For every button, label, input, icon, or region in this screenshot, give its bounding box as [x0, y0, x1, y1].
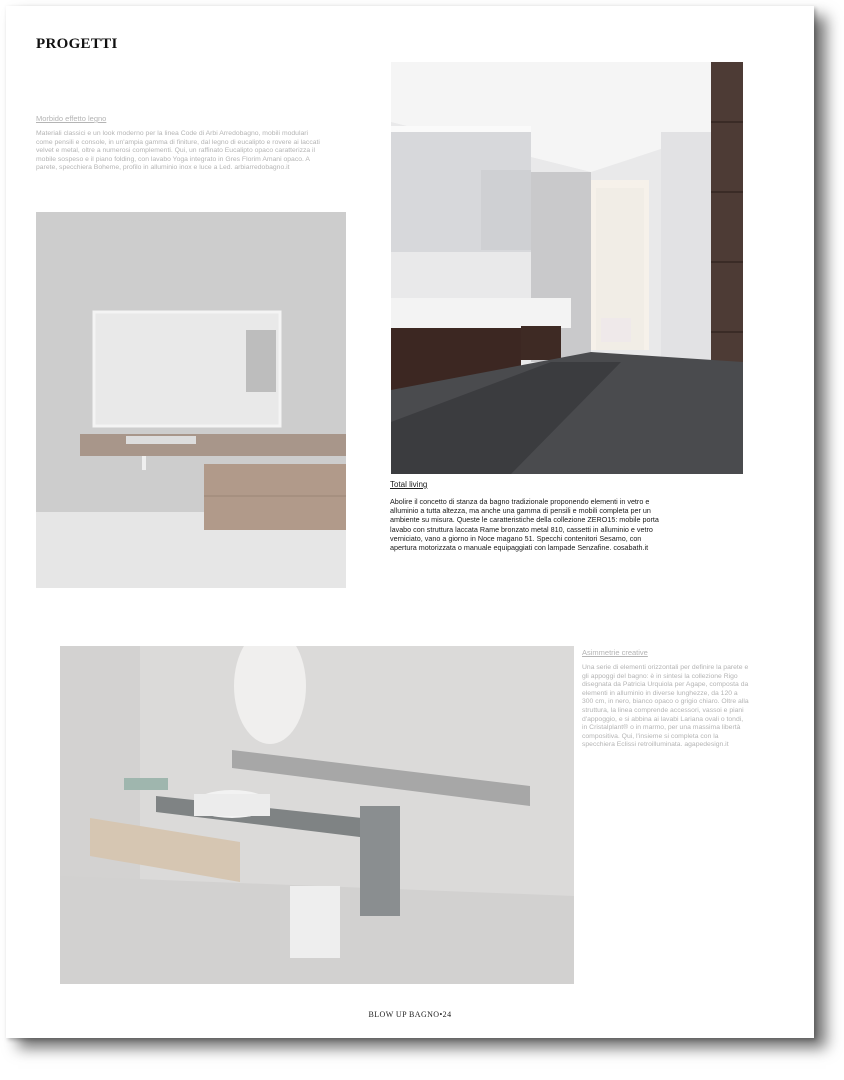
caption-asimmetrie — [582, 648, 750, 750]
section-title: PROGETTI — [36, 36, 118, 52]
caption-arbi-title: Morbido effetto legno — [36, 114, 107, 123]
caption-total-living-title: Total living — [390, 480, 428, 489]
caption-asimmetrie-body: Una serie di elementi orizzontali per definire la parete e gli appoggi del bagno: è in sintesi la collezione Rigo disegnata da Patricia Urquiola per Agape, composta da elementi in alluminio in diverse lunghezze, da 120 a 300 cm, in nero, bianco opaco o grigio chiaro. Oltre alla struttura, la linea comprende accessori, vassoi e piani d'appoggio, e si abbina ai lavabi Lariana ovali o tondi, in Cristalplant® o in marmo, per una massima libertà compositiva. Qui, l'insieme si completa con la specchiera Eclissi retroilluminata. agapedesign.it — [582, 664, 749, 749]
photo-wood-vanity — [36, 212, 346, 588]
caption-total-living-body: Abolire il concetto di stanza da bagno tradizionale proponendo elementi in vetro e alluminio a tutta altezza, ma anche una gamma di pensili e mobili completa per un ambiente su misura. Queste le caratteristiche della collezione ZERO15: mobile porta lavabo con struttura laccata Rame bronzato metal 810, cassetti in alluminio e vetro verniciato, vano a giorno in Noce magano 51. Specchi contenitori Sesamo, con apertura motorizzata o manuale equipaggiati con lampade Senzafine. cosabath.it — [390, 497, 659, 553]
caption-total-living — [390, 480, 660, 552]
magazine-page — [6, 6, 814, 1038]
caption-arbi — [36, 114, 326, 173]
page-footer: BLOW UP BAGNO•24 — [368, 1010, 452, 1019]
caption-arbi-body: Materiali classici e un look moderno per la linea Code di Arbi Arredobagno, mobili modulari come pensili e console, in un'ampia gamma di finiture, dal legno di eucalipto e rovere ai laccati velvet e metal, oltre a numerosi complementi. Qui, un raffinato Eucalipto opaco caratterizza il mobile sospeso e il piano folding, con lavabo Yoga integrato in Gres Florim Amani opaco. A parete, specchiera Boheme, profilo in alluminio inox e luce a Led. arbiarredobagno.it — [36, 130, 320, 172]
caption-asimmetrie-title: Asimmetrie creative — [582, 648, 648, 657]
photo-total-living — [391, 62, 743, 474]
photo-asimmetrie — [60, 646, 574, 984]
